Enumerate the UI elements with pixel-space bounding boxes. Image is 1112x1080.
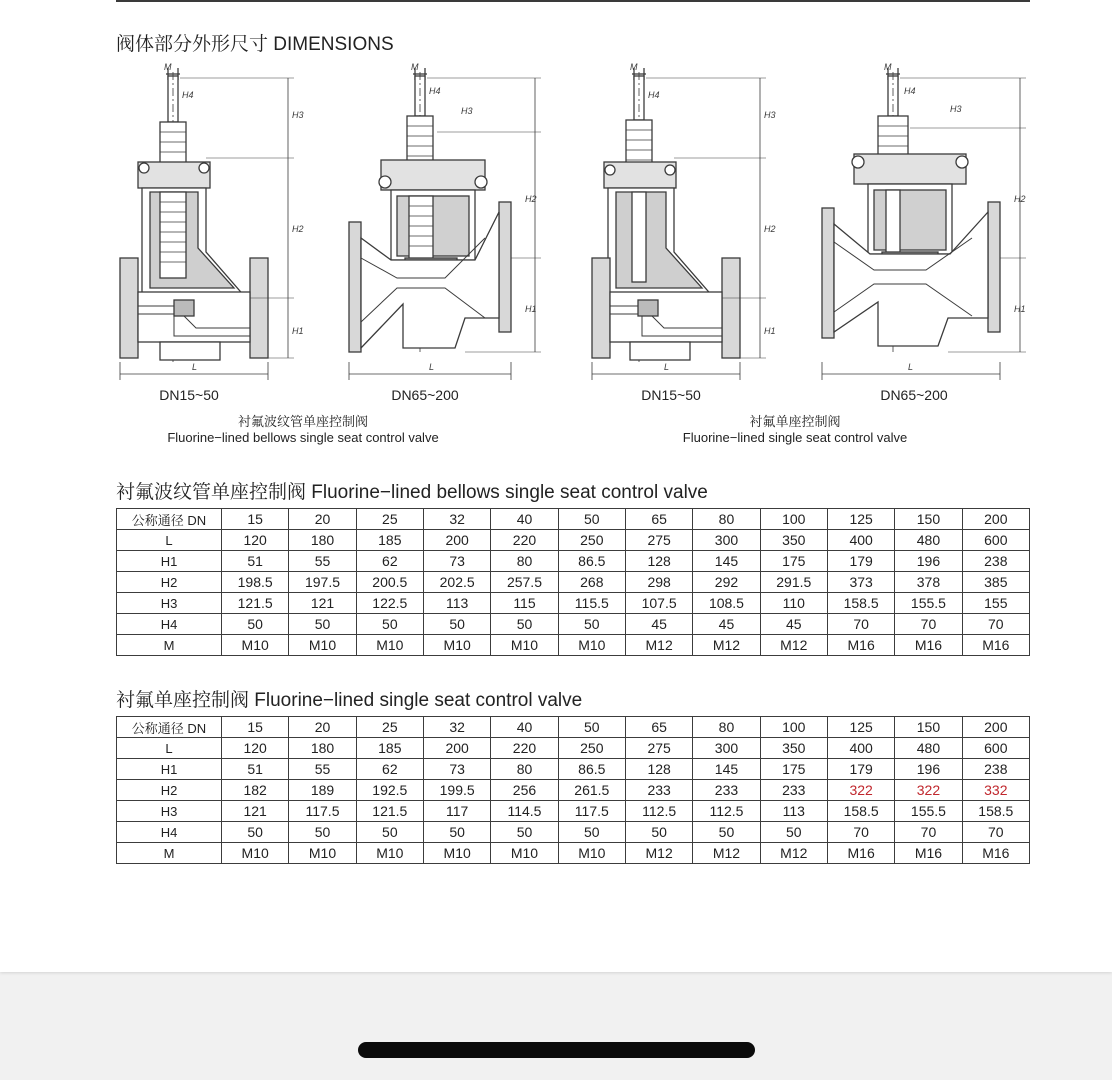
row-label: L xyxy=(117,738,222,759)
table-cell: 256 xyxy=(491,780,558,801)
table-row xyxy=(117,759,1030,780)
table-cell: 200 xyxy=(423,530,490,551)
caption-single-en: Fluorine−lined single seat control valve xyxy=(682,430,908,445)
table-cell: 322 xyxy=(895,780,962,801)
table-cell: 179 xyxy=(827,759,894,780)
dim-label-h4: H4 xyxy=(182,90,194,100)
table-cell: 238 xyxy=(962,551,1029,572)
table-cell: 50 xyxy=(222,822,289,843)
dim-label-m: M xyxy=(630,62,638,72)
dim-label-h1: H1 xyxy=(764,326,776,336)
table-cell: 45 xyxy=(625,614,692,635)
table-cell: 100 xyxy=(760,509,827,530)
table-cell: 40 xyxy=(491,717,558,738)
table-cell: M10 xyxy=(356,635,423,656)
table-cell: 50 xyxy=(356,822,423,843)
table-cell: 179 xyxy=(827,551,894,572)
table-cell: 50 xyxy=(289,822,356,843)
dim-label-h2: H2 xyxy=(292,224,304,234)
table-cell: 80 xyxy=(693,717,760,738)
dim-label-h2: H2 xyxy=(1014,194,1026,204)
table-cell: 233 xyxy=(760,780,827,801)
table-cell: M10 xyxy=(222,843,289,864)
table-cell: 350 xyxy=(760,530,827,551)
table-cell: 50 xyxy=(693,822,760,843)
caption-bellows-en: Fluorine−lined bellows single seat control valve xyxy=(167,430,439,445)
table-cell: 199.5 xyxy=(423,780,490,801)
dn-label-single-large: DN65~200 xyxy=(880,387,948,403)
dim-label-h1: H1 xyxy=(1014,304,1026,314)
table-cell: 322 xyxy=(827,780,894,801)
table-cell: 350 xyxy=(760,738,827,759)
table-cell: 185 xyxy=(356,738,423,759)
single-seat-dimension-table xyxy=(116,716,1030,864)
row-label: H1 xyxy=(117,551,222,572)
row-label: H3 xyxy=(117,593,222,614)
dn-label-bellows-large: DN65~200 xyxy=(391,387,459,403)
table-cell: 189 xyxy=(289,780,356,801)
table-cell: M12 xyxy=(760,843,827,864)
dim-label-h3: H3 xyxy=(950,104,962,114)
table-cell: 20 xyxy=(289,717,356,738)
table-cell: 121.5 xyxy=(356,801,423,822)
table-cell: 198.5 xyxy=(222,572,289,593)
table-cell: 50 xyxy=(558,822,625,843)
table-cell: 40 xyxy=(491,509,558,530)
dim-label-h2: H2 xyxy=(764,224,776,234)
table-cell: 50 xyxy=(558,717,625,738)
table-cell: 25 xyxy=(356,717,423,738)
table-cell: 197.5 xyxy=(289,572,356,593)
table-cell: 268 xyxy=(558,572,625,593)
table-cell: 50 xyxy=(558,614,625,635)
table-cell: 62 xyxy=(356,551,423,572)
table-cell: 113 xyxy=(760,801,827,822)
table-cell: M10 xyxy=(356,843,423,864)
top-rule xyxy=(116,0,1030,2)
table-cell: M10 xyxy=(222,635,289,656)
table-cell: 51 xyxy=(222,551,289,572)
table-cell: 250 xyxy=(558,530,625,551)
table-cell: 117.5 xyxy=(558,801,625,822)
home-indicator[interactable] xyxy=(358,1042,755,1058)
row-label: M xyxy=(117,635,222,656)
dim-label-h3: H3 xyxy=(292,110,304,120)
dim-label-h4: H4 xyxy=(648,90,660,100)
table-cell: 298 xyxy=(625,572,692,593)
table-cell: M10 xyxy=(423,635,490,656)
table-cell: 112.5 xyxy=(625,801,692,822)
table-cell: 145 xyxy=(693,759,760,780)
table-cell: 125 xyxy=(827,717,894,738)
table-row xyxy=(117,572,1030,593)
table-cell: 158.5 xyxy=(827,593,894,614)
table-cell: 121 xyxy=(222,801,289,822)
table-cell: 115 xyxy=(491,593,558,614)
table-cell: M12 xyxy=(625,843,692,864)
table-cell: M12 xyxy=(625,635,692,656)
table-cell: 185 xyxy=(356,530,423,551)
table-cell: 385 xyxy=(962,572,1029,593)
table-cell: M16 xyxy=(827,635,894,656)
table-cell: 291.5 xyxy=(760,572,827,593)
table-cell: 261.5 xyxy=(558,780,625,801)
table-cell: 202.5 xyxy=(423,572,490,593)
table-cell: 117 xyxy=(423,801,490,822)
row-label: H4 xyxy=(117,614,222,635)
table-cell: 15 xyxy=(222,717,289,738)
table-cell: M10 xyxy=(289,843,356,864)
table-row xyxy=(117,509,1030,530)
table-cell: 145 xyxy=(693,551,760,572)
dimensions-title: 阀体部分外形尺寸 DIMENSIONS xyxy=(116,34,394,55)
table-cell: 275 xyxy=(625,738,692,759)
table-cell: 50 xyxy=(558,509,625,530)
table-cell: 110 xyxy=(760,593,827,614)
row-label: H2 xyxy=(117,780,222,801)
table-cell: 238 xyxy=(962,759,1029,780)
table-cell: 113 xyxy=(423,593,490,614)
table-cell: 196 xyxy=(895,551,962,572)
table-cell: 114.5 xyxy=(491,801,558,822)
dim-label-h4: H4 xyxy=(429,86,441,96)
table-cell: 86.5 xyxy=(558,551,625,572)
table-cell: 400 xyxy=(827,738,894,759)
table-cell: 121 xyxy=(289,593,356,614)
dim-label-l: L xyxy=(192,362,198,372)
table-row xyxy=(117,801,1030,822)
table-cell: M16 xyxy=(895,843,962,864)
table-cell: 50 xyxy=(423,614,490,635)
table-cell: 155.5 xyxy=(895,801,962,822)
valve-drawing-single-small xyxy=(588,62,778,384)
table-cell: 250 xyxy=(558,738,625,759)
dn-label-bellows-small: DN15~50 xyxy=(159,387,219,403)
table-cell: 80 xyxy=(693,509,760,530)
table-row xyxy=(117,614,1030,635)
dn-label-single-small: DN15~50 xyxy=(641,387,701,403)
table-cell: 107.5 xyxy=(625,593,692,614)
table-row xyxy=(117,738,1030,759)
table-cell: 50 xyxy=(423,822,490,843)
table-cell: 150 xyxy=(895,717,962,738)
row-label: 公称通径 DN xyxy=(117,717,222,738)
dim-label-h2: H2 xyxy=(525,194,537,204)
table-cell: 480 xyxy=(895,738,962,759)
table-cell: 45 xyxy=(693,614,760,635)
table-cell: 50 xyxy=(625,822,692,843)
table-cell: 158.5 xyxy=(962,801,1029,822)
table-cell: 70 xyxy=(895,822,962,843)
table-cell: 150 xyxy=(895,509,962,530)
table-cell: 155.5 xyxy=(895,593,962,614)
table-cell: 125 xyxy=(827,509,894,530)
table-cell: 73 xyxy=(423,759,490,780)
table-row xyxy=(117,530,1030,551)
table-cell: M16 xyxy=(962,843,1029,864)
table-row xyxy=(117,717,1030,738)
dim-label-l: L xyxy=(908,362,914,372)
table-cell: 100 xyxy=(760,717,827,738)
dim-label-h1: H1 xyxy=(292,326,304,336)
caption-single-cn: 衬氟单座控制阀 xyxy=(749,414,841,429)
table-cell: 25 xyxy=(356,509,423,530)
table-cell: 155 xyxy=(962,593,1029,614)
row-label: H2 xyxy=(117,572,222,593)
table-row xyxy=(117,593,1030,614)
table-cell: M10 xyxy=(289,635,356,656)
table-cell: 180 xyxy=(289,530,356,551)
table-cell: 86.5 xyxy=(558,759,625,780)
table-cell: 600 xyxy=(962,738,1029,759)
table-cell: 233 xyxy=(693,780,760,801)
table-cell: 117.5 xyxy=(289,801,356,822)
table-cell: M10 xyxy=(491,843,558,864)
table-cell: 70 xyxy=(827,822,894,843)
table-cell: M12 xyxy=(760,635,827,656)
table-cell: 128 xyxy=(625,759,692,780)
row-label: H4 xyxy=(117,822,222,843)
table2-title: 衬氟单座控制阀 Fluorine−lined single seat control valve xyxy=(116,690,583,711)
table-cell: 200.5 xyxy=(356,572,423,593)
table-row xyxy=(117,843,1030,864)
table-cell: 50 xyxy=(222,614,289,635)
table-cell: M10 xyxy=(558,635,625,656)
table-cell: 80 xyxy=(491,759,558,780)
table-cell: 65 xyxy=(625,509,692,530)
table-cell: 220 xyxy=(491,738,558,759)
table-cell: 20 xyxy=(289,509,356,530)
table-cell: 70 xyxy=(962,614,1029,635)
table-cell: 480 xyxy=(895,530,962,551)
dim-label-l: L xyxy=(664,362,670,372)
table-cell: 275 xyxy=(625,530,692,551)
dim-label-h1: H1 xyxy=(525,304,537,314)
table-cell: 45 xyxy=(760,614,827,635)
table-cell: M10 xyxy=(423,843,490,864)
table-cell: 233 xyxy=(625,780,692,801)
table-cell: M10 xyxy=(558,843,625,864)
table-row xyxy=(117,780,1030,801)
table-cell: M10 xyxy=(491,635,558,656)
table-cell: 300 xyxy=(693,530,760,551)
table-cell: M12 xyxy=(693,843,760,864)
table-cell: 200 xyxy=(962,717,1029,738)
table-cell: 373 xyxy=(827,572,894,593)
table-cell: 378 xyxy=(895,572,962,593)
table-cell: 32 xyxy=(423,717,490,738)
table-cell: 175 xyxy=(760,551,827,572)
row-label: 公称通径 DN xyxy=(117,509,222,530)
table-cell: 80 xyxy=(491,551,558,572)
table-cell: 180 xyxy=(289,738,356,759)
table-cell: 50 xyxy=(356,614,423,635)
caption-bellows-cn: 衬氟波纹管单座控制阀 xyxy=(237,414,368,429)
row-label: H3 xyxy=(117,801,222,822)
row-label: H1 xyxy=(117,759,222,780)
table-row xyxy=(117,551,1030,572)
table-cell: 112.5 xyxy=(693,801,760,822)
dim-label-m: M xyxy=(884,62,892,72)
table-cell: 600 xyxy=(962,530,1029,551)
valve-drawing-single-large xyxy=(818,62,1028,384)
row-label: M xyxy=(117,843,222,864)
table-cell: 32 xyxy=(423,509,490,530)
table-cell: 175 xyxy=(760,759,827,780)
table-cell: 121.5 xyxy=(222,593,289,614)
table-cell: 300 xyxy=(693,738,760,759)
table-cell: 220 xyxy=(491,530,558,551)
table-cell: 73 xyxy=(423,551,490,572)
table-cell: 108.5 xyxy=(693,593,760,614)
table-cell: 70 xyxy=(827,614,894,635)
table-cell: 50 xyxy=(289,614,356,635)
dim-label-m: M xyxy=(411,62,419,72)
table-cell: 182 xyxy=(222,780,289,801)
table-cell: 332 xyxy=(962,780,1029,801)
table-cell: 62 xyxy=(356,759,423,780)
dim-label-h3: H3 xyxy=(461,106,473,116)
table-cell: 122.5 xyxy=(356,593,423,614)
table-cell: M16 xyxy=(827,843,894,864)
table-cell: 158.5 xyxy=(827,801,894,822)
table-cell: 50 xyxy=(491,614,558,635)
table-cell: 400 xyxy=(827,530,894,551)
table-cell: 257.5 xyxy=(491,572,558,593)
valve-drawing-bellows-large xyxy=(345,62,545,384)
table-cell: M12 xyxy=(693,635,760,656)
dim-label-m: M xyxy=(164,62,172,72)
table-cell: 128 xyxy=(625,551,692,572)
table-cell: M16 xyxy=(962,635,1029,656)
table-row xyxy=(117,635,1030,656)
table-cell: 51 xyxy=(222,759,289,780)
table1-title: 衬氟波纹管单座控制阀 Fluorine−lined bellows single seat control valve xyxy=(116,482,708,503)
dim-label-h3: H3 xyxy=(764,110,776,120)
dim-label-l: L xyxy=(429,362,435,372)
table-row xyxy=(117,822,1030,843)
table-cell: 65 xyxy=(625,717,692,738)
table-cell: 192.5 xyxy=(356,780,423,801)
table-cell: 55 xyxy=(289,759,356,780)
table-cell: 70 xyxy=(895,614,962,635)
table-cell: M16 xyxy=(895,635,962,656)
table-cell: 15 xyxy=(222,509,289,530)
table-cell: 120 xyxy=(222,530,289,551)
row-label: L xyxy=(117,530,222,551)
table-cell: 55 xyxy=(289,551,356,572)
table-cell: 50 xyxy=(760,822,827,843)
table-cell: 196 xyxy=(895,759,962,780)
table-cell: 200 xyxy=(423,738,490,759)
table-cell: 200 xyxy=(962,509,1029,530)
table-cell: 120 xyxy=(222,738,289,759)
table-cell: 70 xyxy=(962,822,1029,843)
table-cell: 115.5 xyxy=(558,593,625,614)
caption-bellows xyxy=(167,414,438,446)
bellows-dimension-table xyxy=(116,508,1030,656)
dim-label-h4: H4 xyxy=(904,86,916,96)
table-cell: 292 xyxy=(693,572,760,593)
table-cell: 50 xyxy=(491,822,558,843)
caption-single xyxy=(683,414,907,446)
valve-drawing-bellows-small xyxy=(116,62,306,384)
